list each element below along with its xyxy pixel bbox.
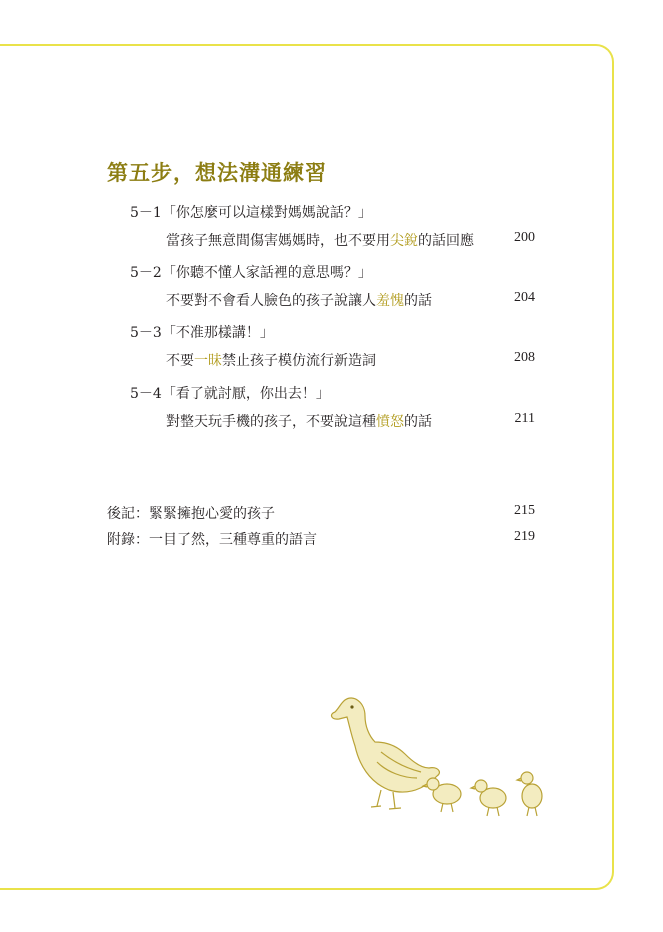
entry-subtitle: 當孩子無意間傷害媽媽時，也不要用尖銳的話回應 bbox=[166, 233, 474, 249]
entry-title: 5－4「看了就討厭，你出去！」 bbox=[130, 386, 330, 402]
entry-title: 5－1「你怎麼可以這樣對媽媽說話？」 bbox=[130, 205, 372, 221]
page-number: 208 bbox=[514, 350, 535, 365]
entry-subtitle: 不要對不會看人臉色的孩子說讓人羞愧的話 bbox=[166, 293, 432, 309]
chick-icon bbox=[517, 772, 542, 816]
entry-title: 5－3「不准那樣講！」 bbox=[130, 325, 274, 341]
backmatter-label: 附錄：一目了然，三種尊重的語言 bbox=[107, 532, 317, 548]
highlight-word: 憤怒 bbox=[376, 414, 404, 430]
duck-family-illustration bbox=[325, 690, 555, 825]
chick-icon bbox=[471, 780, 506, 816]
chapter-title: 第五步，想法溝通練習 bbox=[107, 161, 327, 185]
page-number: 219 bbox=[514, 529, 535, 544]
chick-icon bbox=[423, 778, 461, 812]
backmatter-label: 後記：緊緊擁抱心愛的孩子 bbox=[107, 506, 275, 522]
mother-duck-icon bbox=[332, 698, 440, 809]
highlight-word: 羞愧 bbox=[376, 293, 404, 309]
entry-subtitle: 對整天玩手機的孩子，不要說這種憤怒的話 bbox=[166, 414, 432, 430]
page-number: 204 bbox=[514, 290, 535, 305]
page-number: 200 bbox=[514, 230, 535, 245]
page-number: 211 bbox=[514, 411, 535, 426]
highlight-word: 一昧 bbox=[194, 353, 222, 369]
entry-subtitle: 不要一昧禁止孩子模仿流行新造詞 bbox=[166, 353, 376, 369]
page-number: 215 bbox=[514, 503, 535, 518]
entry-title: 5－2「你聽不懂人家話裡的意思嗎？」 bbox=[130, 265, 372, 281]
highlight-word: 尖銳 bbox=[390, 233, 418, 249]
